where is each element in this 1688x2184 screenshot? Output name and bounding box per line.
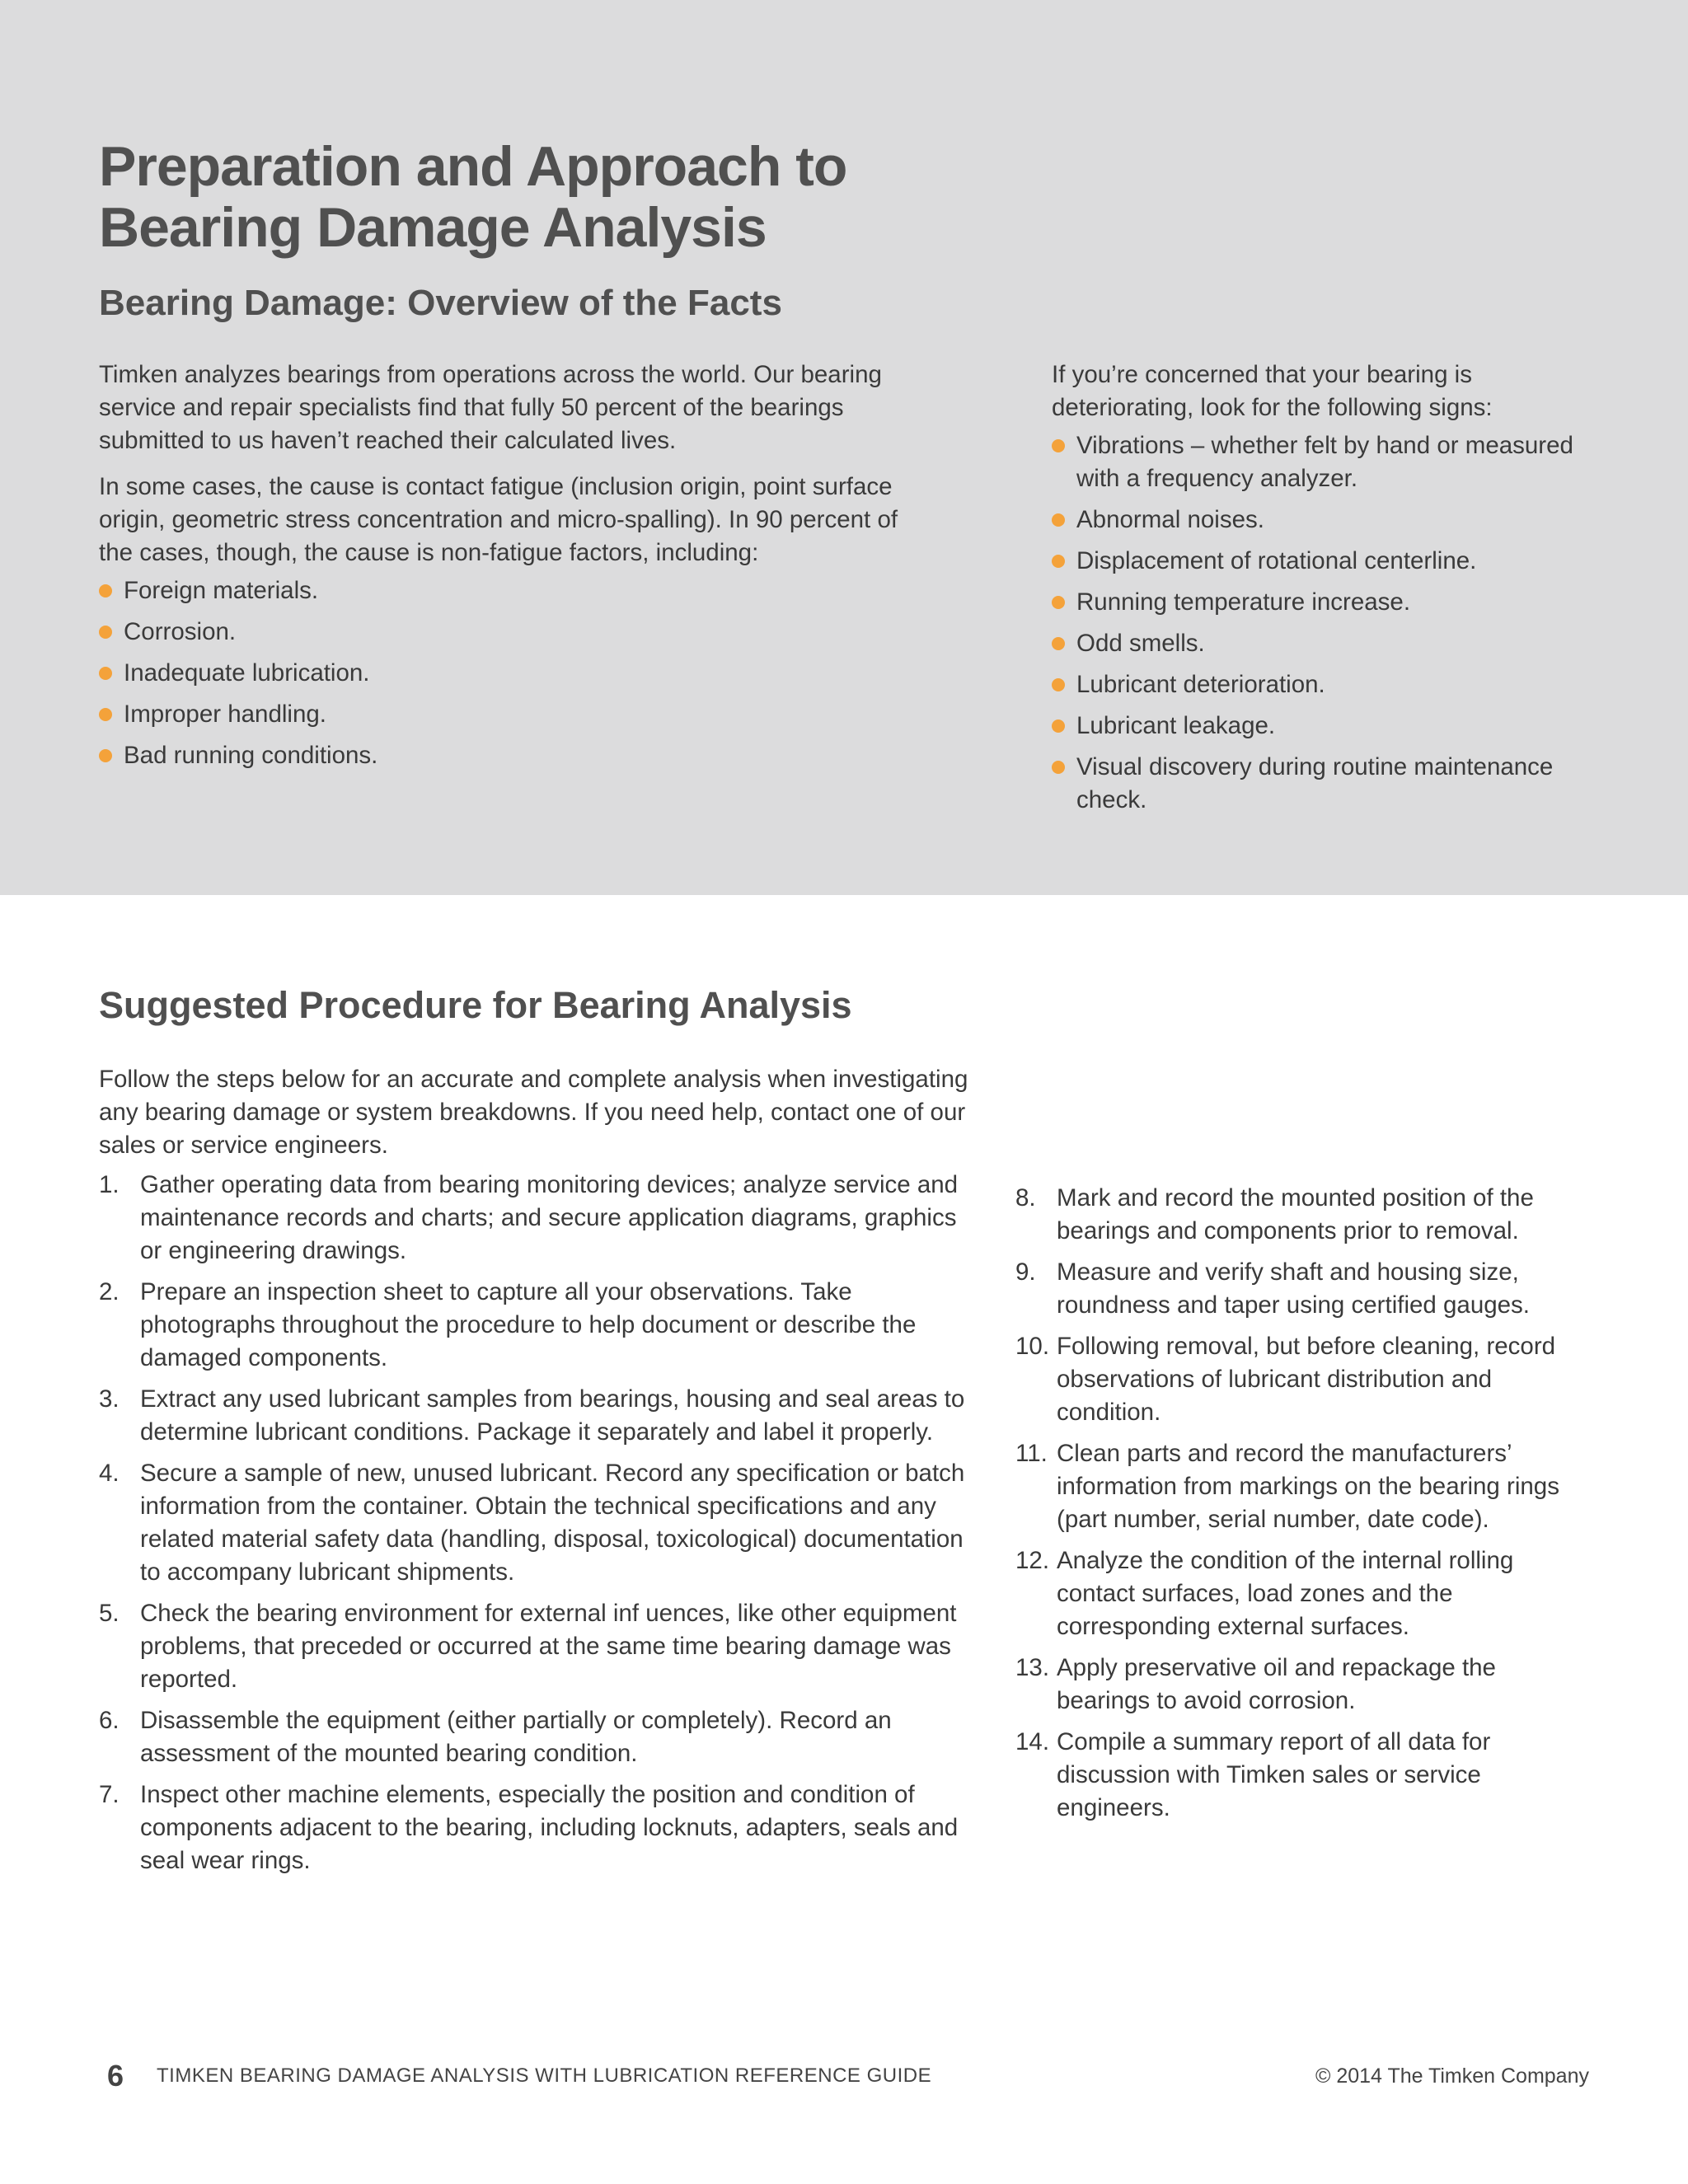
bullet-dot-icon [1052, 439, 1065, 452]
step-number: 11. [1015, 1440, 1048, 1467]
bullet-dot-icon [99, 584, 112, 598]
list-item [99, 1276, 973, 1375]
list-item-text: Vibrations – whether felt by hand or measured with a frequency analyzer. [1076, 432, 1573, 492]
step-number: 4. [99, 1460, 120, 1487]
page-title-line1: Preparation and Approach to [99, 135, 847, 198]
list-item-text: Foreign materials. [124, 577, 319, 604]
list-item [1015, 1726, 1592, 1825]
list-item [99, 1457, 973, 1589]
list-item-text: Bad running conditions. [124, 742, 378, 769]
step-text: Following removal, but before cleaning, record observations of lubricant distribution and condition. [1057, 1333, 1556, 1426]
step-number: 10. [1015, 1333, 1050, 1360]
non-fatigue-factors-list [99, 574, 923, 772]
list-item [1052, 586, 1596, 619]
step-text: Measure and verify shaft and housing size, roundness and taper using certified gauges. [1057, 1258, 1530, 1319]
bullet-dot-icon [99, 667, 112, 680]
page-title-line2: Bearing Damage Analysis [99, 196, 767, 259]
list-item-text: Odd smells. [1076, 630, 1205, 657]
list-item [1052, 627, 1596, 660]
bullet-dot-icon [1052, 513, 1065, 527]
list-item-text: Lubricant deterioration. [1076, 671, 1325, 698]
list-item [99, 698, 923, 731]
bullet-dot-icon [1052, 678, 1065, 691]
list-item [99, 739, 923, 772]
step-number: 1. [99, 1171, 120, 1198]
step-number: 5. [99, 1600, 120, 1627]
step-text: Extract any used lubricant samples from bearings, housing and seal areas to determine lubricant conditions. Package it separately and label it properly. [140, 1385, 965, 1446]
list-item [99, 1704, 973, 1770]
list-item [1052, 504, 1596, 537]
page-footer [107, 2056, 1589, 2096]
list-item [99, 657, 923, 690]
step-text: Mark and record the mounted position of the bearings and components prior to removal. [1057, 1184, 1534, 1244]
list-item [1052, 545, 1596, 578]
step-number: 9. [1015, 1258, 1036, 1286]
step-text: Gather operating data from bearing monitoring devices; analyze service and maintenance records and charts; and secure application diagrams, graphics or engineering drawings. [140, 1171, 959, 1264]
procedure-intro: Follow the steps below for an accurate and complete analysis when investigating any bearing damage or system breakdowns. If you need help, contact one of our sales or service engineers. [99, 1066, 968, 1159]
procedure-right-column [1015, 1182, 1592, 1833]
bullet-dot-icon [1052, 637, 1065, 650]
overview-left-column [99, 359, 923, 780]
list-item-text: Displacement of rotational centerline. [1076, 547, 1477, 574]
step-number: 12. [1015, 1547, 1050, 1574]
bullet-dot-icon [1052, 761, 1065, 774]
list-item [99, 574, 923, 607]
page-number: 6 [107, 2059, 124, 2093]
step-text: Disassemble the equipment (either partially or completely). Record an assessment of the mounted bearing condition. [140, 1707, 892, 1767]
step-text: Apply preservative oil and repackage the bearings to avoid corrosion. [1057, 1654, 1496, 1714]
list-item [1052, 751, 1596, 817]
warning-signs-list [1052, 429, 1596, 817]
list-item [1015, 1544, 1592, 1643]
bullet-dot-icon [99, 708, 112, 721]
list-item [99, 1779, 973, 1877]
procedure-steps-right [1015, 1182, 1592, 1825]
step-text: Inspect other machine elements, especially the position and condition of components adjacent to the bearing, including locknuts, adapters, seals and seal wear rings. [140, 1781, 959, 1874]
step-number: 14. [1015, 1728, 1050, 1755]
list-item-text: Abnormal noises. [1076, 506, 1264, 533]
list-item-text: Running temperature increase. [1076, 588, 1411, 616]
list-item [99, 616, 923, 649]
list-item-text: Corrosion. [124, 618, 237, 645]
list-item [1015, 1256, 1592, 1322]
list-item [1052, 710, 1596, 743]
overview-right-column [1052, 359, 1596, 825]
list-item [99, 1169, 973, 1268]
step-text: Clean parts and record the manufacturers’ information from markings on the bearing rings (part number, serial number, date code). [1057, 1440, 1559, 1533]
overview-subtitle: Bearing Damage: Overview of the Facts [99, 283, 782, 323]
step-text: Prepare an inspection sheet to capture all your observations. Take photographs throughout the procedure to help document or describe the damaged components. [140, 1278, 917, 1371]
list-item [99, 1597, 973, 1696]
list-item [1015, 1182, 1592, 1248]
copyright-notice: © 2014 The Timken Company [1315, 2064, 1589, 2088]
step-number: 13. [1015, 1654, 1050, 1681]
bullet-dot-icon [1052, 719, 1065, 733]
step-number: 3. [99, 1385, 120, 1413]
warning-signs-intro: If you’re concerned that your bearing is deteriorating, look for the following signs: [1052, 361, 1493, 421]
step-number: 6. [99, 1707, 120, 1734]
overview-paragraph-1: Timken analyzes bearings from operations across the world. Our bearing service and repair specialists find that fully 50 percent of the bearings submitted to us haven’t reached their calculated lives. [99, 361, 882, 454]
step-text: Check the bearing environment for external inf uences, like other equipment problems, that preceded or occurred at the same time bearing damage was reported. [140, 1600, 957, 1693]
list-item [1015, 1437, 1592, 1536]
step-number: 8. [1015, 1184, 1036, 1212]
procedure-steps-left [99, 1169, 973, 1877]
procedure-left-column [99, 1063, 973, 1886]
list-item [1052, 429, 1596, 495]
step-text: Analyze the condition of the internal rolling contact surfaces, load zones and the corresponding external surfaces. [1057, 1547, 1514, 1640]
bullet-dot-icon [99, 626, 112, 639]
list-item [1015, 1652, 1592, 1718]
step-text: Compile a summary report of all data for discussion with Timken sales or service engineers. [1057, 1728, 1491, 1821]
list-item [1052, 668, 1596, 701]
list-item-text: Visual discovery during routine maintenance check. [1076, 753, 1554, 813]
step-number: 7. [99, 1781, 120, 1808]
page-title [99, 136, 1170, 258]
list-item [1015, 1330, 1592, 1429]
procedure-heading: Suggested Procedure for Bearing Analysis [99, 984, 852, 1026]
overview-paragraph-2: In some cases, the cause is contact fatigue (inclusion origin, point surface origin, geometric stress concentration and micro-spalling). In 90 percent of the cases, though, the cause is non-fatigue factors, including: [99, 473, 898, 566]
bullet-dot-icon [1052, 555, 1065, 568]
bullet-dot-icon [99, 749, 112, 762]
step-text: Secure a sample of new, unused lubricant. Record any specification or batch information from the container. Obtain the technical specifications and any related material safety data (handling, disposal, toxicological) documentation to accompany lubricant shipments. [140, 1460, 965, 1586]
list-item-text: Improper handling. [124, 701, 326, 728]
step-number: 2. [99, 1278, 120, 1305]
list-item-text: Inadequate lubrication. [124, 659, 370, 687]
list-item [99, 1383, 973, 1449]
guide-title: TIMKEN BEARING DAMAGE ANALYSIS WITH LUBRICATION REFERENCE GUIDE [157, 2064, 932, 2087]
bullet-dot-icon [1052, 596, 1065, 609]
list-item-text: Lubricant leakage. [1076, 712, 1276, 739]
